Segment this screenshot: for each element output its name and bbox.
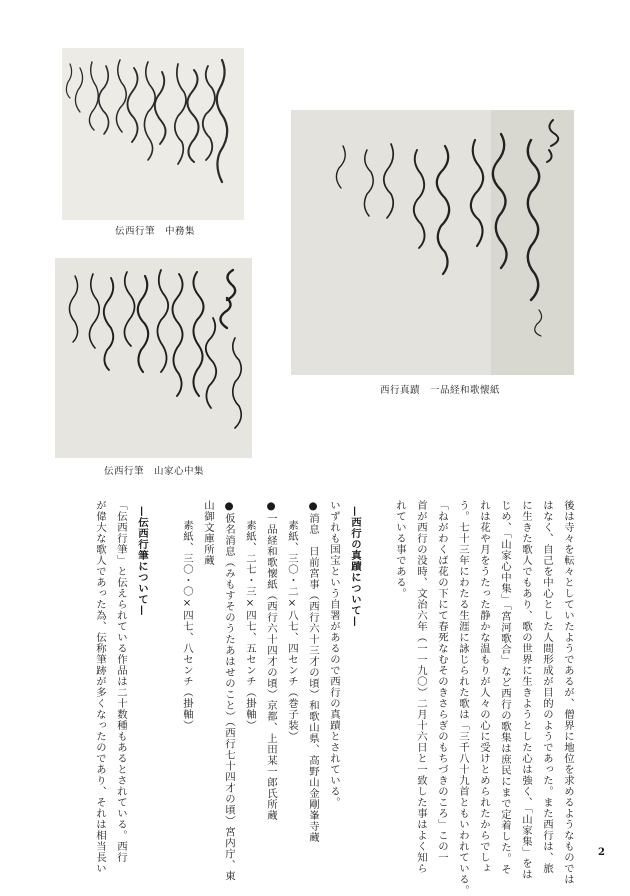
text-column: 山御文庫所蔵 xyxy=(202,500,214,566)
text-column: ●仮名消息（みもすそのうたあはせのこと）（西行七十四才の頃）宮内庁、東 xyxy=(223,500,235,882)
text-column: はなく、自己を中心とした人間形成が目的のようであった。また西行は、旅 xyxy=(541,500,553,874)
section-heading: —西行の真蹟について— xyxy=(349,506,361,627)
text-column: 「伝西行筆」と伝えられている作品は二十数種もあるとされている。西行 xyxy=(115,500,127,863)
text-column: 後は寺々を転々としていたようであるが、僧界に地位を求めるようなものでは xyxy=(562,500,574,885)
figure-caption: 伝西行筆 山家心中集 xyxy=(104,466,205,477)
text-column: れは花や月をうたった静かな温もりが人々の心に受けとめられたからでしょ xyxy=(478,500,490,874)
text-column: 素紙、三〇・〇×四七、八センチ（掛軸） xyxy=(181,520,193,731)
page-number: 2 xyxy=(598,847,605,858)
figure-caption: 伝西行筆 中務集 xyxy=(115,226,196,237)
text-column: う。七十三年にわたる生涯に詠じられた歌は「三千八十九首ともいわれている。 xyxy=(457,500,469,896)
manuscript-image-sankashinchushu xyxy=(55,258,252,458)
text-column: じめ、「山家心中集」「宮河歌合」など西行の歌集は庶民にまで定着した。そ xyxy=(499,500,511,875)
figure-caption: 西行真蹟 一品経和歌懐紙 xyxy=(380,385,501,396)
text-column: が偉大な歌人であった為、伝称筆跡が多くなったのであり、それは相当長い xyxy=(94,500,106,874)
manuscript-image-ipponkyo-kaishi xyxy=(291,110,574,375)
manuscript-image-chumushu xyxy=(62,48,244,220)
text-column: れている事である。 xyxy=(394,500,406,599)
text-column: ●一品経和歌懐紙（西行六十四才の頃）京都、上田某一郎氏所蔵 xyxy=(265,500,277,821)
text-column: いずれも国宝という自署があるので西行の真蹟とされている。 xyxy=(328,500,340,808)
section-heading: —伝西行筆について— xyxy=(136,506,148,616)
text-column: 素紙、三〇・二×八七、四センチ（巻子装） xyxy=(286,520,298,742)
text-column: 「ねがわくば花の下にて春死なむそのきさらぎのもちづきのころ」この一 xyxy=(436,500,448,863)
text-column: ●消息 日前宮事（西行六十三才の頃）和歌山県、高野山金剛峯寺蔵 xyxy=(307,500,319,843)
text-column: 素紙、二七・三×四七、五センチ（掛軸） xyxy=(244,520,256,731)
text-column: に生きた歌人でもあり、歌の世界に生きようとした心は強く、「山家集」をは xyxy=(520,500,532,880)
body-text xyxy=(0,500,630,896)
text-column: 首が西行の没時、文治六年（一一九〇）二月十六日と一致した事はよく知ら xyxy=(415,500,427,874)
